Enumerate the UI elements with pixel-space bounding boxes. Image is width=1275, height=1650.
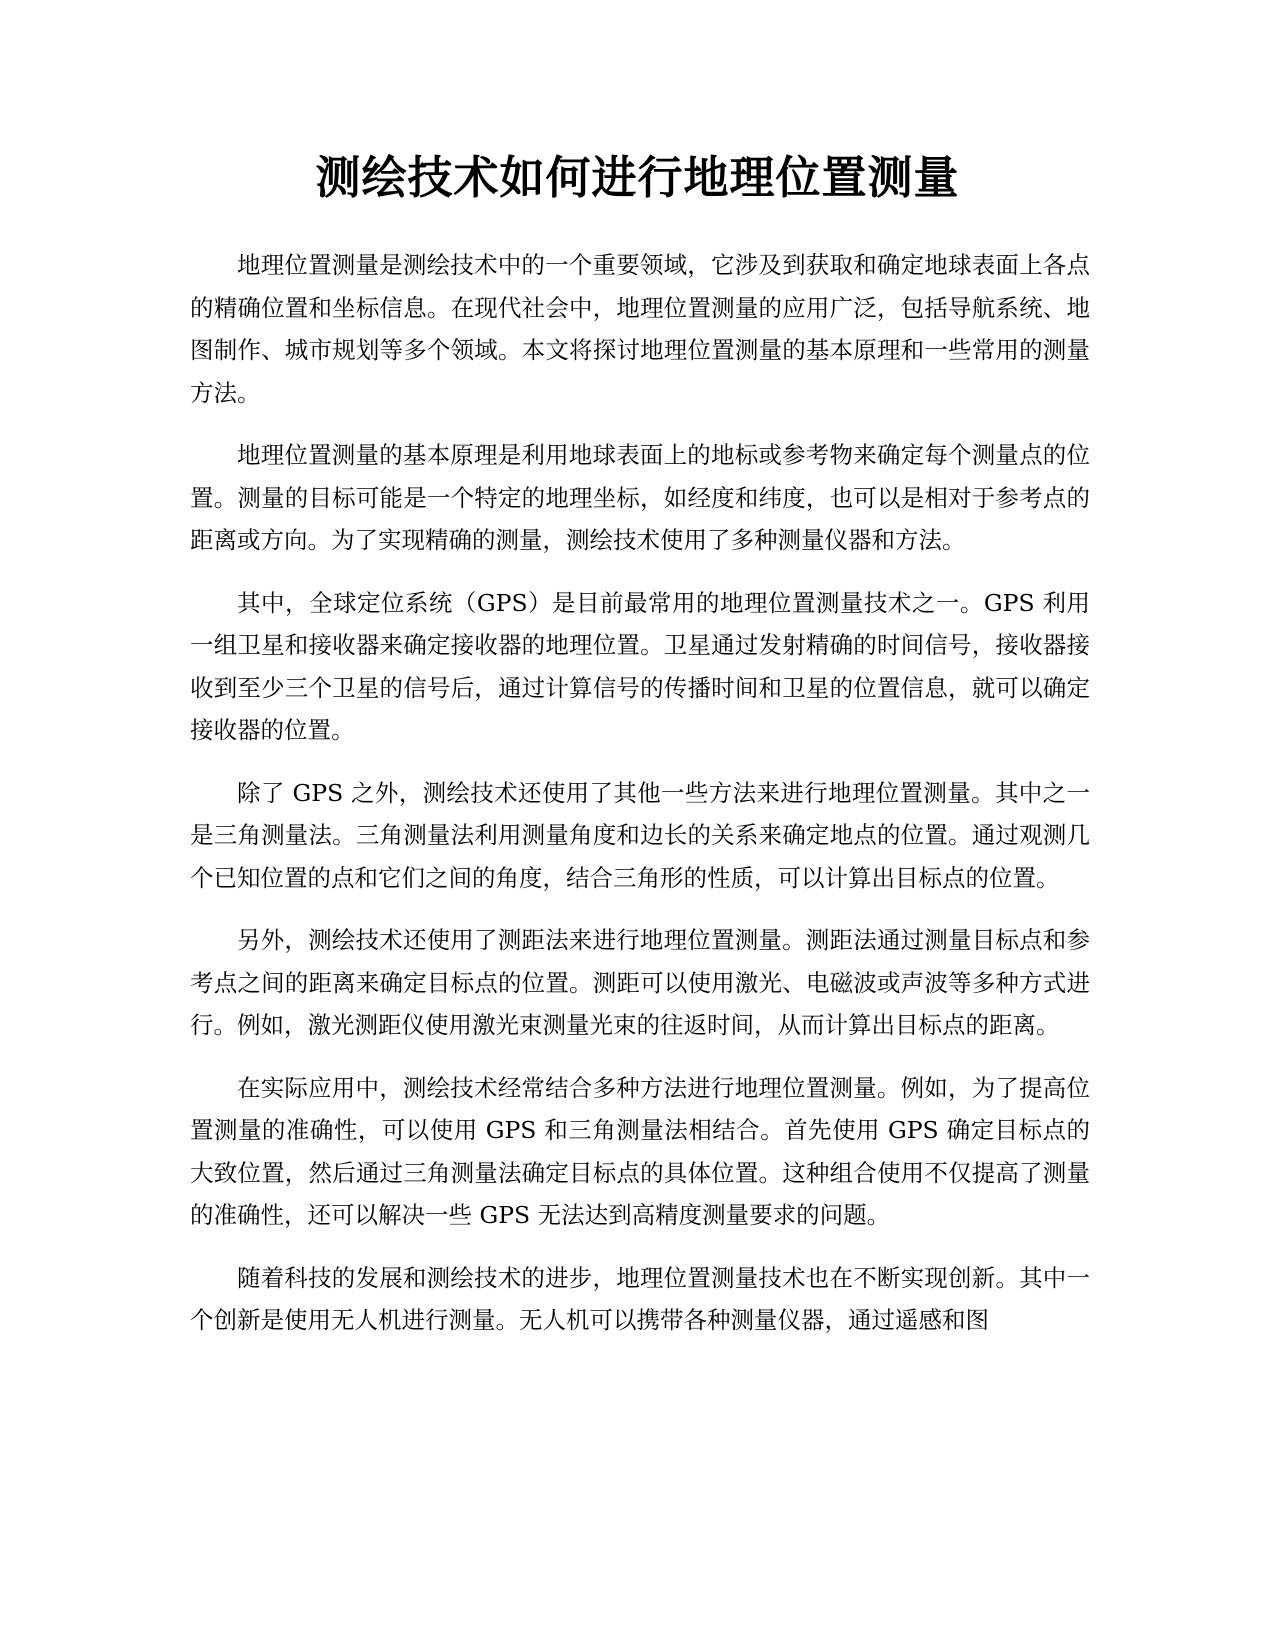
paragraph-7: 随着科技的发展和测绘技术的进步，地理位置测量技术也在不断实现创新。其中一个创新是使用无人机进行测量。无人机可以携带各种测量仪器，通过遥感和图 xyxy=(190,1263,1090,1334)
paragraph-6: 在实际应用中，测绘技术经常结合多种方法进行地理位置测量。例如，为了提高位置测量的准确性，可以使用 GPS 和三角测量法相结合。首先使用 GPS 确定目标点的大致位置，然后通过三角测量法确定目标点的具体位置。这种组合使用不仅提高了测量的准确性，还可以解决一些 GPS 无法达到高精度测量要求的问题。 xyxy=(190,1073,1090,1229)
document-title: 测绘技术如何进行地理位置测量 xyxy=(315,151,960,204)
paragraph-4: 除了 GPS 之外，测绘技术还使用了其他一些方法来进行地理位置测量。其中之一是三角测量法。三角测量法利用测量角度和边长的关系来确定地点的位置。通过观测几个已知位置的点和它们之间的角度，结合三角形的性质，可以计算出目标点的位置。 xyxy=(190,778,1090,892)
paragraph-3: 其中，全球定位系统（GPS）是目前最常用的地理位置测量技术之一。GPS 利用一组卫星和接收器来确定接收器的地理位置。卫星通过发射精确的时间信号，接收器接收到至少三个卫星的信号后，通过计算信号的传播时间和卫星的位置信息，就可以确定接收器的位置。 xyxy=(190,588,1090,744)
document-body xyxy=(190,244,1090,1362)
paragraph-2: 地理位置测量的基本原理是利用地球表面上的地标或参考物来确定每个测量点的位置。测量的目标可能是一个特定的地理坐标，如经度和纬度，也可以是相对于参考点的距离或方向。为了实现精确的测量，测绘技术使用了多种测量仪器和方法。 xyxy=(190,441,1090,554)
paragraph-5: 另外，测绘技术还使用了测距法来进行地理位置测量。测距法通过测量目标点和参考点之间的距离来确定目标点的位置。测距可以使用激光、电磁波或声波等多种方式进行。例如，激光测距仪使用激光束测量光束的往返时间，从而计算出目标点的距离。 xyxy=(190,926,1090,1039)
paragraph-1: 地理位置测量是测绘技术中的一个重要领域，它涉及到获取和确定地球表面上各点的精确位置和坐标信息。在现代社会中，地理位置测量的应用广泛，包括导航系统、地图制作、城市规划等多个领域。本文将探讨地理位置测量的基本原理和一些常用的测量方法。 xyxy=(190,251,1090,407)
